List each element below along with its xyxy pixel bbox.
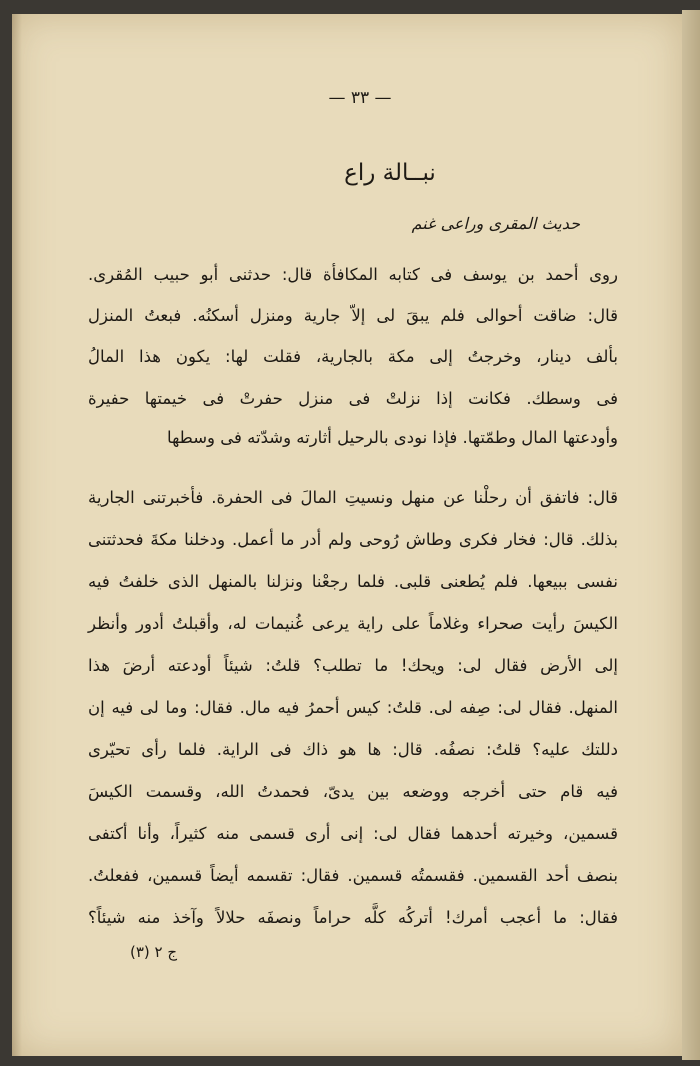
section-heading: حديث المقرى وراعى غنم xyxy=(411,214,580,233)
text-line: بذلك. قال: فخار فكرى وطاش رُوحى ولم أدر ما أعمل. ودخلنا مكةَ فحدثتنى xyxy=(88,530,618,549)
text-line: قسمين، وخيرته أحدهما فقال لى: إنى أرى قسمى منه كثيراً، وأنا أكتفى xyxy=(88,824,618,843)
text-line: بنصف أحد القسمين. فقسمتُه قسمين. فقال: تقسمه أيضاً قسمين، ففعلتُ. xyxy=(88,866,618,885)
text-line: إلى الأرض فقال لى: ويحك! ما تطلب؟ قلتُ: شيئاً أودعته أرضَ هذا xyxy=(88,656,618,675)
text-line: قال: فاتفق أن رحلْنا عن منهل ونسيتِ المالَ فى الحفرة. فأخبرتنى الجارية xyxy=(88,488,618,507)
text-line: وأودعتها المال وطمّتها. فإذا نودى بالرحيل أثارته وشدّته فى وسطها xyxy=(167,428,618,447)
text-line: نفسى ببيعها. فلم يُطعنى قلبى. فلما رجعْنا ونزلنا بالمنهل الذى خلفتُ فيه xyxy=(88,572,618,591)
text-line: قال: ضاقت أحوالى فلم يبقَ لى إلاّ جارية ومنزل أسكنُه. فبعتُ المنزل xyxy=(88,306,618,325)
page-gutter-shadow xyxy=(12,14,22,1056)
text-line: فيه قام حتى أخرجه ووضعه بين يدىّ، فحمدتُ الله، وقسمت الكيسَ xyxy=(88,782,618,801)
chapter-title: نبــالة راع xyxy=(344,160,436,186)
signature-mark: ج ٢ (٣) xyxy=(130,943,178,961)
text-line: فقال: ما أعجب أمرك! أتركُه كلَّه حراماً ونصفَه حلالاً وآخذ منه شيئاً؟ xyxy=(88,908,618,927)
text-line: روى أحمد بن يوسف فى كتابه المكافأة قال: حدثنى أبو حبيب المُقرى. xyxy=(88,265,618,284)
text-line: بألف دينار، وخرجتُ إلى مكة بالجارية، فقلت لها: يكون هذا المالُ xyxy=(88,347,618,366)
text-line: المنهل. فقال لى: صِفه لى. قلتُ: كيس أحمرُ فيه مال. فقال: وما لى فيه إن xyxy=(88,698,618,717)
next-page-edge xyxy=(682,10,700,1060)
text-line: الكيسَ رأيت صحراء وغلاماً على راية يرعى غُنيمات له، وأقبلتُ أدور وأنظر xyxy=(88,614,618,633)
page-number: — ٣٣ — xyxy=(328,88,392,108)
text-line: دللتك عليه؟ قلتُ: نصفُه. قال: ها هو ذاك فى الراية. فلما رأى تحيّرى xyxy=(88,740,618,759)
text-line: فى وسطك. فكانت إذا نزلتْ فى منزل حفرتْ فى خيمتها حفيرة xyxy=(88,389,618,408)
